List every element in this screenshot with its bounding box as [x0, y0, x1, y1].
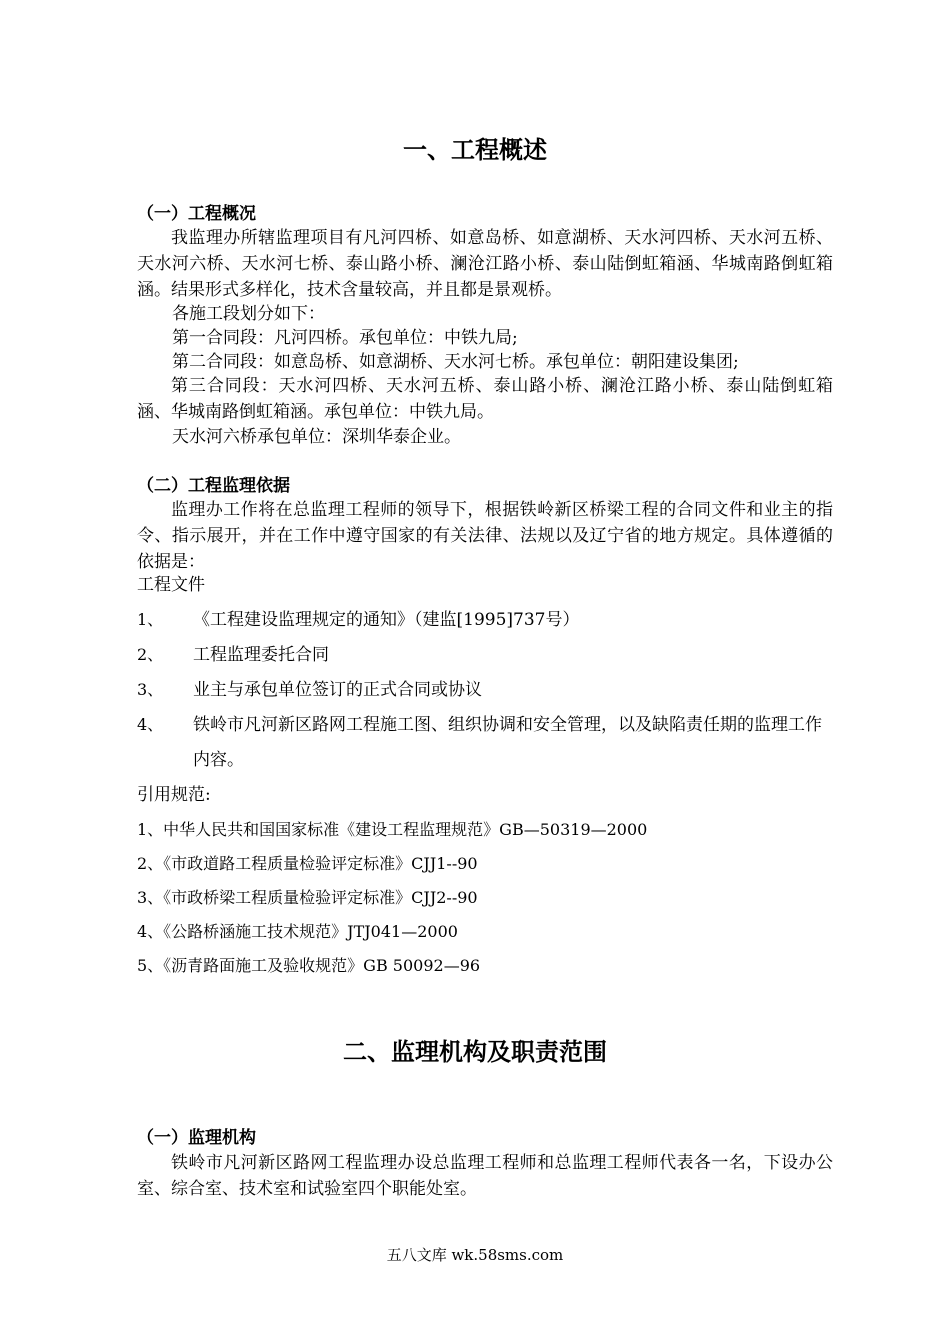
files-label: 工程文件	[137, 575, 205, 595]
footer-watermark: 五八文库 wk.58sms.com	[386, 1246, 564, 1264]
overview-paragraph: 我监理办所辖监理项目有凡河四桥、如意岛桥、如意湖桥、天水河四桥、天水河五桥、天水河六桥、天水河七桥、泰山路小桥、澜沧江路小桥、泰山陆倒虹箱涵、华城南路倒虹箱涵。结果形式多样化，技术含量较高，并且都是景观桥。	[137, 228, 833, 300]
basis-paragraph: 监理办工作将在总监理工程师的领导下，根据铁岭新区桥梁工程的合同文件和业主的指令、指示展开，并在工作中遵守国家的有关法律、法规以及辽宁省的地方规定。具体遵循的依据是：	[137, 500, 833, 572]
subsection-organization-heading: （一）监理机构	[137, 1128, 256, 1148]
overview-line: 各施工段划分如下：	[172, 304, 325, 324]
overview-paragraph-3: 第三合同段：天水河四桥、天水河五桥、泰山路小桥、澜沧江路小桥、泰山陆倒虹箱涵、华城南路倒虹箱涵。承包单位：中铁九局。	[137, 376, 833, 422]
section-2-title: 二、监理机构及职责范围	[343, 1038, 607, 1066]
overview-line: 第二合同段：如意岛桥、如意湖桥、天水河七桥。承包单位：朝阳建设集团;	[172, 352, 739, 372]
file-item-text: 《工程建设监理规定的通知》（建监[1995]737号）	[193, 610, 580, 630]
subsection-basis-heading: （二）工程监理依据	[137, 476, 290, 496]
organization-paragraph: 铁岭市凡河新区路网工程监理办设总监理工程师和总监理工程师代表各一名，下设办公室、综合室、技术室和试验室四个职能处室。	[137, 1153, 833, 1199]
overview-line-last: 天水河六桥承包单位：深圳华泰企业。	[172, 427, 461, 447]
overview-line: 第一合同段：凡河四桥。承包单位：中铁九局;	[172, 328, 518, 348]
norm-item: 2、《市政道路工程质量检验评定标准》CJJ1--90	[137, 854, 478, 873]
file-item-number: 1、	[137, 610, 164, 629]
file-item-number: 2、	[137, 645, 164, 664]
section-1-title: 一、工程概述	[403, 136, 547, 164]
norms-label: 引用规范:	[137, 785, 211, 805]
file-item-text: 业主与承包单位签订的正式合同或协议	[193, 680, 482, 700]
file-item-text: 铁岭市凡河新区路网工程施工图、组织协调和安全管理，以及缺陷责任期的监理工作内容。	[193, 715, 822, 770]
norm-item: 1、中华人民共和国国家标准《建设工程监理规范》GB—50319—2000	[137, 820, 648, 839]
norm-item: 4、《公路桥涵施工技术规范》JTJ041—2000	[137, 922, 458, 941]
file-item-number: 4、	[137, 715, 164, 734]
file-item-number: 3、	[137, 680, 164, 699]
file-item-text: 工程监理委托合同	[193, 645, 329, 665]
norm-item: 3、《市政桥梁工程质量检验评定标准》CJJ2--90	[137, 888, 478, 907]
norm-item: 5、《沥青路面施工及验收规范》GB 50092—96	[137, 956, 481, 975]
subsection-overview-heading: （一）工程概况	[137, 204, 256, 224]
